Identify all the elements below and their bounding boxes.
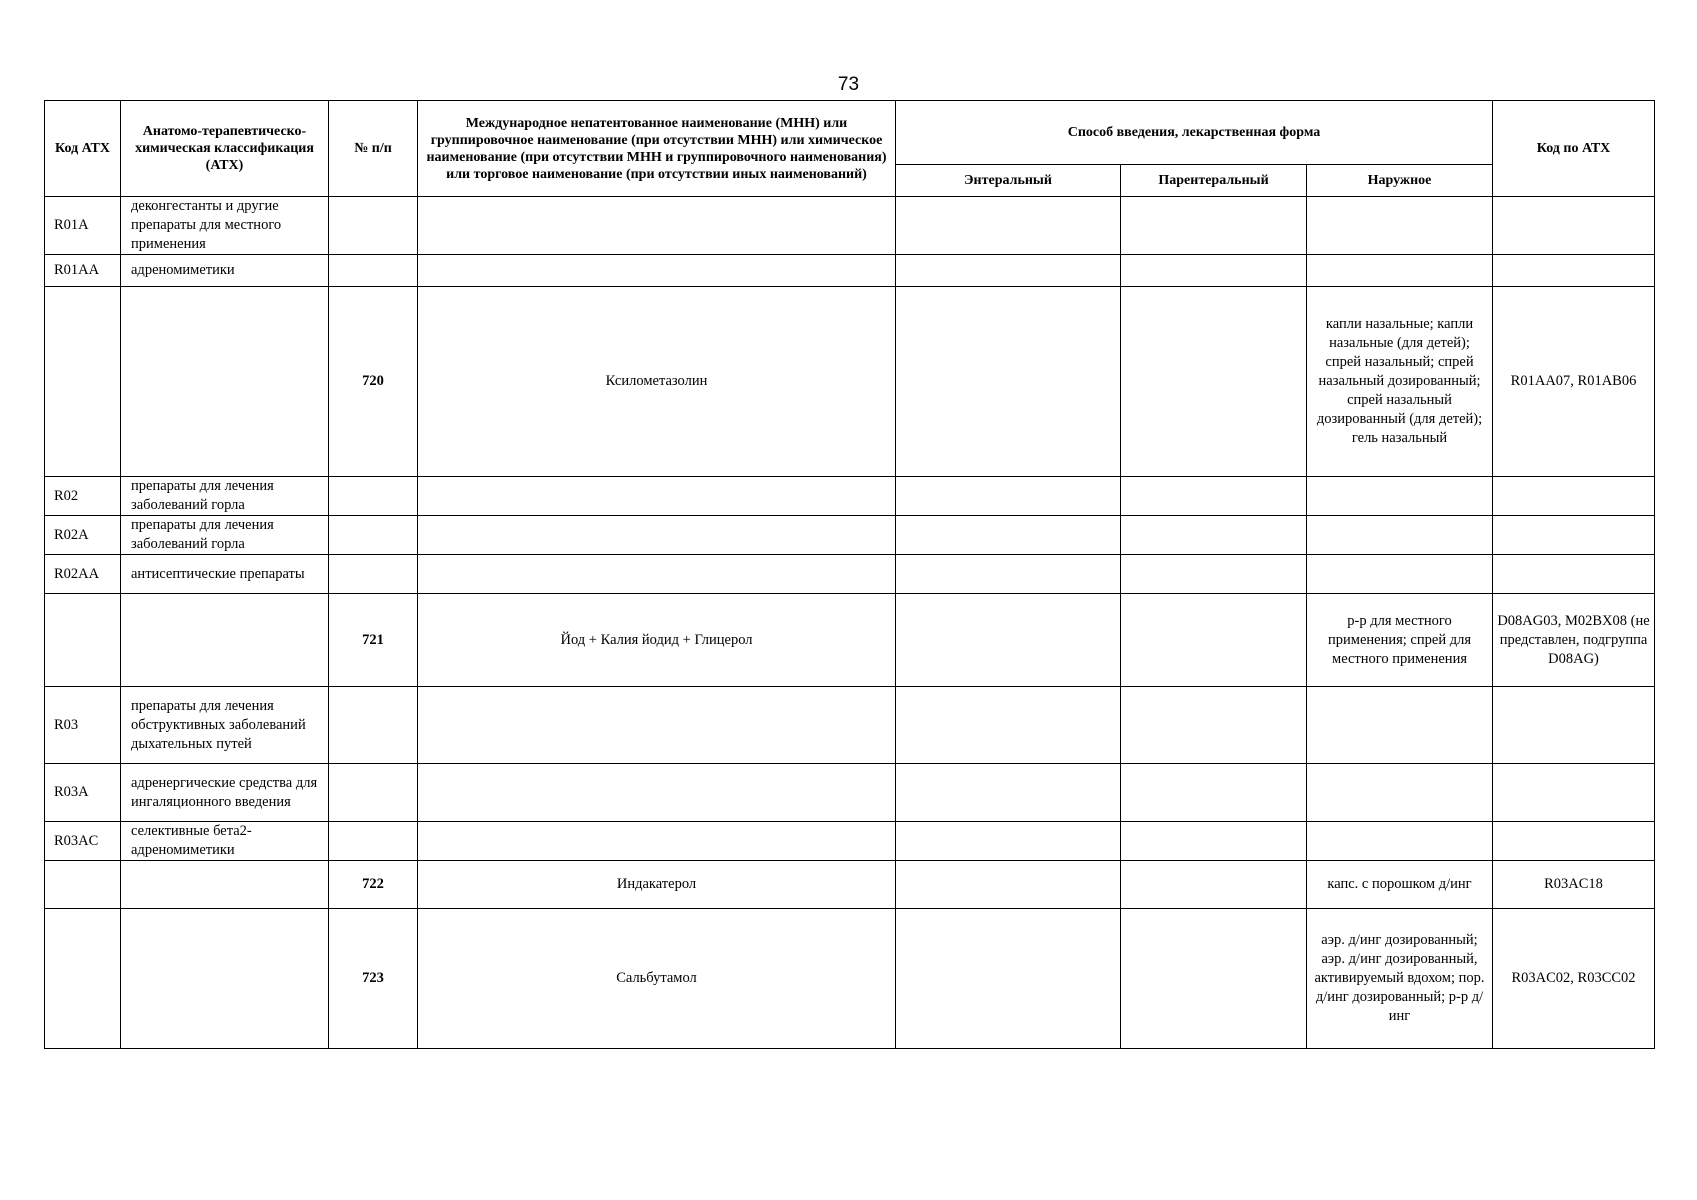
cell-classification: антисептические препараты (121, 555, 329, 594)
cell-external: капс. с порошком д/инг (1307, 861, 1493, 909)
cell-enteral (896, 687, 1121, 764)
cell-classification: адреномиметики (121, 255, 329, 287)
cell-atx-code: D08AG03, M02BX08 (не представлен, подгруппа D08AG) (1493, 594, 1655, 687)
cell-atx-code (1493, 197, 1655, 255)
cell-parenteral (1121, 909, 1307, 1049)
cell-number (329, 255, 418, 287)
cell-number (329, 477, 418, 516)
cell-atx-code (1493, 687, 1655, 764)
cell-classification: селективные бета2-адреномиметики (121, 822, 329, 861)
table-row (45, 764, 1655, 822)
cell-code: R03A (45, 764, 121, 822)
cell-parenteral (1121, 555, 1307, 594)
header-external: Наружное (1307, 165, 1493, 197)
cell-classification (121, 861, 329, 909)
cell-enteral (896, 822, 1121, 861)
cell-classification (121, 909, 329, 1049)
page-number: 73 (837, 74, 860, 95)
cell-classification (121, 287, 329, 477)
cell-enteral (896, 287, 1121, 477)
cell-classification (121, 594, 329, 687)
table-row (45, 197, 1655, 255)
cell-name (418, 822, 896, 861)
cell-classification: деконгестанты и другие препараты для местного применения (121, 197, 329, 255)
cell-atx-code (1493, 822, 1655, 861)
cell-parenteral (1121, 594, 1307, 687)
cell-code: R02A (45, 516, 121, 555)
cell-number (329, 822, 418, 861)
header-code: Код АТХ (45, 101, 121, 197)
cell-number (329, 516, 418, 555)
cell-enteral (896, 516, 1121, 555)
cell-name: Йод + Калия йодид + Глицерол (418, 594, 896, 687)
cell-code: R02 (45, 477, 121, 516)
table-row (45, 516, 1655, 555)
cell-code: R02AA (45, 555, 121, 594)
cell-name (418, 255, 896, 287)
cell-external (1307, 555, 1493, 594)
cell-parenteral (1121, 822, 1307, 861)
cell-name (418, 197, 896, 255)
cell-code: R01AA (45, 255, 121, 287)
header-route-group: Способ введения, лекарственная форма (896, 101, 1493, 165)
cell-parenteral (1121, 255, 1307, 287)
header-number: № п/п (329, 101, 418, 197)
cell-number (329, 687, 418, 764)
cell-enteral (896, 764, 1121, 822)
cell-number: 723 (329, 909, 418, 1049)
table-row (45, 555, 1655, 594)
cell-name (418, 555, 896, 594)
cell-code (45, 594, 121, 687)
cell-atx-code (1493, 764, 1655, 822)
cell-external: р-р для местного применения; спрей для местного применения (1307, 594, 1493, 687)
cell-number: 720 (329, 287, 418, 477)
cell-external (1307, 822, 1493, 861)
atx-table (44, 100, 1655, 1049)
cell-classification: препараты для лечения заболеваний горла (121, 477, 329, 516)
table-row (45, 861, 1655, 909)
cell-enteral (896, 477, 1121, 516)
table-row (45, 822, 1655, 861)
cell-classification: адренергические средства для ингаляционного введения (121, 764, 329, 822)
cell-enteral (896, 861, 1121, 909)
cell-code (45, 861, 121, 909)
cell-parenteral (1121, 197, 1307, 255)
cell-name: Сальбутамол (418, 909, 896, 1049)
cell-name (418, 687, 896, 764)
cell-number (329, 555, 418, 594)
table-row (45, 909, 1655, 1049)
cell-name: Ксилометазолин (418, 287, 896, 477)
cell-enteral (896, 197, 1121, 255)
cell-atx-code: R01AA07, R01AB06 (1493, 287, 1655, 477)
header-enteral: Энтеральный (896, 165, 1121, 197)
header-classification: Анатомо-терапевтическо-химическая классификация (АТХ) (121, 101, 329, 197)
table-row (45, 594, 1655, 687)
cell-atx-code (1493, 516, 1655, 555)
cell-code: R03AC (45, 822, 121, 861)
header-atx-code: Код по АТХ (1493, 101, 1655, 197)
cell-name (418, 764, 896, 822)
header-parenteral: Парентеральный (1121, 165, 1307, 197)
cell-code (45, 909, 121, 1049)
cell-external (1307, 255, 1493, 287)
cell-parenteral (1121, 477, 1307, 516)
table-row (45, 287, 1655, 477)
cell-external (1307, 516, 1493, 555)
cell-atx-code (1493, 255, 1655, 287)
cell-parenteral (1121, 516, 1307, 555)
table-row (45, 687, 1655, 764)
cell-atx-code (1493, 477, 1655, 516)
cell-enteral (896, 909, 1121, 1049)
cell-external: аэр. д/инг дозированный; аэр. д/инг дозированный, активируемый вдохом; пор. д/инг дозированный; р-р д/инг (1307, 909, 1493, 1049)
cell-classification: препараты для лечения обструктивных заболеваний дыхательных путей (121, 687, 329, 764)
cell-enteral (896, 255, 1121, 287)
cell-atx-code: R03AC02, R03CC02 (1493, 909, 1655, 1049)
cell-external (1307, 197, 1493, 255)
cell-number: 721 (329, 594, 418, 687)
cell-external: капли назальные; капли назальные (для детей); спрей назальный; спрей назальный дозированный; спрей назальный дозированный (для детей); гель назальный (1307, 287, 1493, 477)
cell-atx-code (1493, 555, 1655, 594)
cell-name (418, 516, 896, 555)
cell-enteral (896, 594, 1121, 687)
cell-code: R01A (45, 197, 121, 255)
cell-external (1307, 764, 1493, 822)
cell-classification: препараты для лечения заболеваний горла (121, 516, 329, 555)
cell-parenteral (1121, 764, 1307, 822)
cell-name (418, 477, 896, 516)
cell-parenteral (1121, 687, 1307, 764)
cell-parenteral (1121, 861, 1307, 909)
cell-atx-code: R03AC18 (1493, 861, 1655, 909)
table-row (45, 255, 1655, 287)
cell-code: R03 (45, 687, 121, 764)
cell-number: 722 (329, 861, 418, 909)
cell-parenteral (1121, 287, 1307, 477)
table-row (45, 477, 1655, 516)
cell-number (329, 197, 418, 255)
cell-external (1307, 477, 1493, 516)
cell-external (1307, 687, 1493, 764)
header-name: Международное непатентованное наименование (МНН) или группировочное наименование (при отсутствии МНН) или химическое наименование (при отсутствии МНН и группировочного наименования) или торговое наименование (при отсутствии иных наименований) (418, 101, 896, 197)
cell-code (45, 287, 121, 477)
table-body (45, 197, 1655, 1049)
cell-number (329, 764, 418, 822)
cell-name: Индакатерол (418, 861, 896, 909)
cell-enteral (896, 555, 1121, 594)
